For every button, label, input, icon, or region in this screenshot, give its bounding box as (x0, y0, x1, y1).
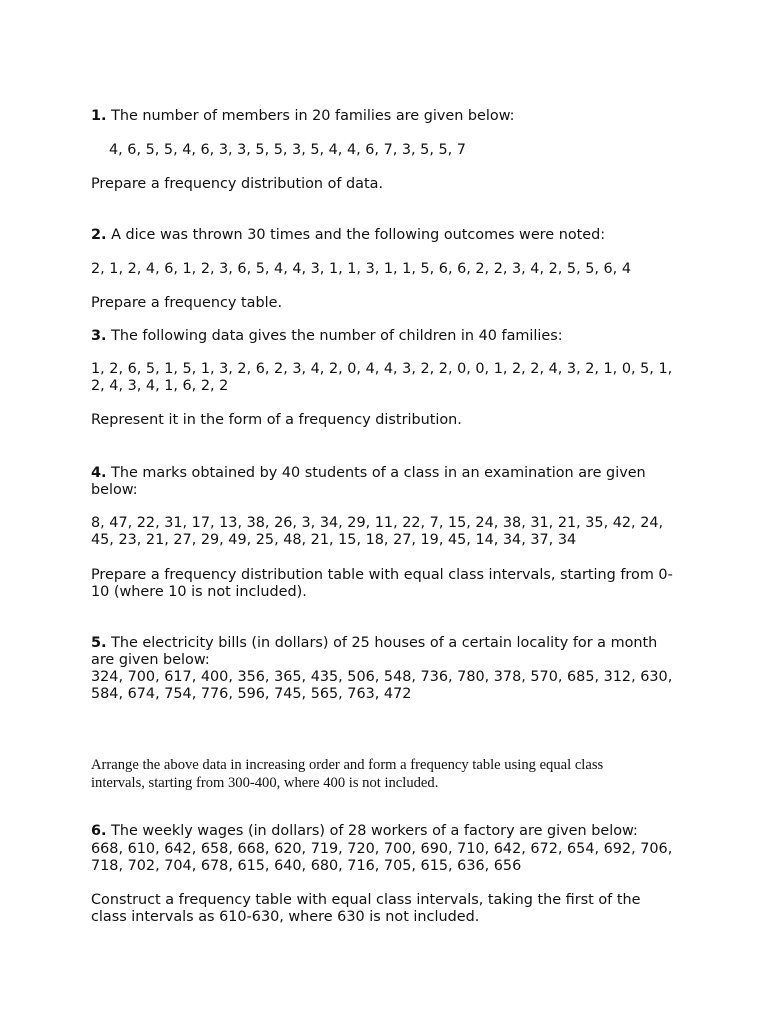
question-4-data-line-1: 8, 47, 22, 31, 17, 13, 38, 26, 3, 34, 29, 11, 22, 7, 15, 24, 38, 31, 21, 35, 42, 24, (91, 515, 664, 531)
question-number: 6. (91, 823, 107, 839)
question-3-stem (91, 328, 691, 346)
question-text: A dice was thrown 30 times and the following outcomes were noted: (111, 227, 606, 243)
question-6-stem (91, 823, 691, 841)
question-3-data-line-2: 2, 4, 3, 4, 1, 6, 2, 2 (91, 378, 229, 394)
question-5-data-line-2: 584, 674, 754, 776, 596, 745, 565, 763, 472 (91, 686, 412, 702)
question-4-stem-line-2: below: (91, 482, 138, 498)
question-6-task-line-2: class intervals as 610-630, where 630 is not included. (91, 909, 480, 925)
question-number: 1. (91, 108, 107, 124)
question-5-stem-line-2: are given below: (91, 652, 210, 668)
question-5-task-line-1: Arrange the above data in increasing order and form a frequency table using equal class (91, 757, 604, 773)
question-number: 4. (91, 465, 107, 481)
question-2-stem (91, 227, 691, 245)
question-4-data-line-2: 45, 23, 21, 27, 29, 49, 25, 48, 21, 15, 18, 27, 19, 45, 14, 34, 37, 34 (91, 532, 577, 548)
question-3-data-line-1: 1, 2, 6, 5, 1, 5, 1, 3, 2, 6, 2, 3, 4, 2, 0, 4, 4, 3, 2, 2, 0, 0, 1, 2, 2, 4, 3, 2, 1, 0, 5, 1, (91, 361, 673, 377)
question-5-data-line-1: 324, 700, 617, 400, 356, 365, 435, 506, 548, 736, 780, 378, 570, 685, 312, 630, (91, 669, 673, 685)
question-3-task: Represent it in the form of a frequency distribution. (91, 412, 462, 428)
question-text: The electricity bills (in dollars) of 25 houses of a certain locality for a month (111, 635, 658, 651)
question-number: 5. (91, 635, 107, 651)
question-6-data-line-1: 668, 610, 642, 658, 668, 620, 719, 720, 700, 690, 710, 642, 672, 654, 692, 706, (91, 841, 673, 857)
question-6-task-line-1: Construct a frequency table with equal class intervals, taking the first of the (91, 892, 641, 908)
question-2-task: Prepare a frequency table. (91, 295, 283, 311)
question-text: The weekly wages (in dollars) of 28 workers of a factory are given below: (111, 823, 638, 839)
question-4-stem-line-1 (91, 465, 691, 483)
question-text: The number of members in 20 families are given below: (111, 108, 515, 124)
question-number: 3. (91, 328, 107, 344)
question-1-task: Prepare a frequency distribution of data. (91, 176, 384, 192)
question-1-data: 4, 6, 5, 5, 4, 6, 3, 3, 5, 5, 3, 5, 4, 4, 6, 7, 3, 5, 5, 7 (109, 142, 466, 158)
question-text: The following data gives the number of children in 40 families: (111, 328, 563, 344)
question-6-data-line-2: 718, 702, 704, 678, 615, 640, 680, 716, 705, 615, 636, 656 (91, 858, 522, 874)
question-1-stem (91, 108, 691, 126)
question-5-stem-line-1 (91, 635, 691, 653)
question-5-task-line-2: intervals, starting from 300-400, where 400 is not included. (91, 775, 439, 791)
question-text: The marks obtained by 40 students of a class in an examination are given (111, 465, 646, 481)
question-4-task-line-1: Prepare a frequency distribution table with equal class intervals, starting from 0- (91, 567, 673, 583)
question-4-task-line-2: 10 (where 10 is not included). (91, 584, 307, 600)
question-2-data: 2, 1, 2, 4, 6, 1, 2, 3, 6, 5, 4, 4, 3, 1, 1, 3, 1, 1, 5, 6, 6, 2, 2, 3, 4, 2, 5, 5, 6, 4 (91, 261, 631, 277)
question-number: 2. (91, 227, 107, 243)
